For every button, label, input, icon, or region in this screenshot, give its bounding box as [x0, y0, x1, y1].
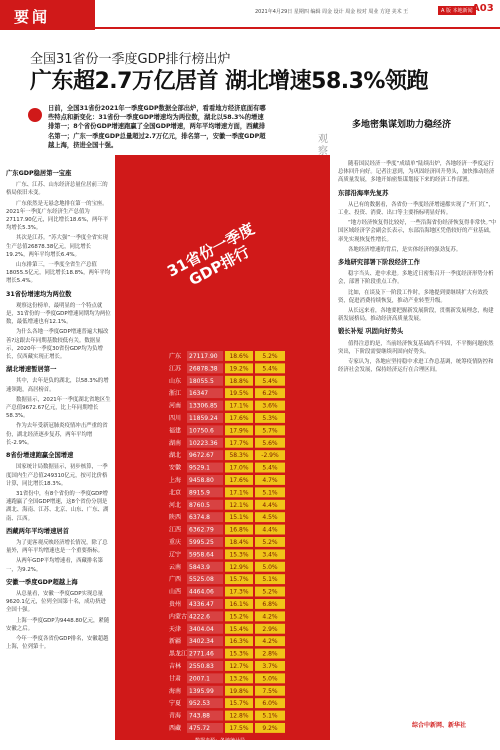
avg-growth-value: 4.4% [262, 501, 278, 509]
column-label: 观察 [318, 134, 328, 157]
right-paragraph: 从长远来看，各地要把握新发展阶段，贯彻新发展理念，构建新发展格局，推动经济高质量发展。 [338, 308, 494, 323]
province-label: 四川 [169, 415, 182, 422]
province-label: 重庆 [169, 539, 182, 546]
article-lede: 日前，全国31省份2021年一季度GDP数据全部出炉，看看地方经济底面有哪些特点和新变化：31省份一季度GDP增速均为两位数，湖北以58.3%的增速排第一；8个省份GDP增速跑赢了全国GDP增速，两年平均增速方面，西藏排名第一；广东一季度GDP总量超过2.7万亿元，排名第一，安徽一季度GDP超越上海，挤进全国十强。 [48, 105, 266, 149]
gdp-value: 2007.1 [189, 675, 210, 683]
avg-growth-value: 5.0% [262, 675, 278, 683]
right-paragraph: 随着国民经济一季度“成绩单”陆续出炉，各地经济一季度运行总体回升向好。记者注意到，为巩固经济回升势头，加快推动经济高质量发展，多地开始密集谋划接下来的经济工作部署。 [338, 161, 495, 184]
page-number: A03 [472, 3, 494, 14]
growth-value: 15.2% [229, 613, 249, 621]
avg-growth-value: 3.4% [262, 551, 278, 559]
gdp-value: 4222.6 [189, 613, 210, 621]
growth-value: 12.8% [229, 712, 249, 720]
right-paragraph: 比如，在谈及下一阶段工作时，多地提到要继续扩大有效投资，促进消费持续恢复，推动产业转型升级。 [338, 289, 489, 304]
right-column-title: 多地密集谋划助力稳经济 [352, 120, 452, 130]
avg-growth-value: 6.2% [262, 390, 278, 398]
left-paragraph: 今年一季度各省份GDP排名，安徽超越上海，位列第十。 [6, 635, 109, 651]
avg-growth-value: 2.9% [262, 625, 278, 633]
left-paragraph: 国家统计局数据显示，初步核算，一季度国内生产总值249310亿元，按可比价格计算，同比增长18.3%。 [6, 464, 108, 487]
growth-value: 19.2% [229, 365, 249, 373]
growth-value: 12.9% [229, 563, 249, 571]
province-label: 广西 [169, 576, 182, 584]
gdp-value: 11859.24 [189, 415, 218, 422]
avg-growth-value: 2.8% [262, 650, 278, 658]
province-label: 贵州 [169, 601, 182, 608]
section-tab: 要闻 [0, 0, 95, 30]
province-label: 湖北 [169, 452, 182, 460]
gdp-value: 18055.5 [189, 377, 214, 385]
left-paragraph: 为了更客观反映经济增长情况，除了总量外，两年平均增速也是一个重要指标。 [6, 539, 108, 555]
avg-growth-value: 5.2% [262, 353, 278, 360]
province-label: 浙江 [169, 390, 182, 398]
province-label: 河南 [169, 402, 182, 410]
gdp-value: 3404.04 [189, 625, 214, 633]
gdp-value: 10223.36 [189, 439, 218, 447]
gdp-value: 3402.34 [189, 638, 214, 646]
avg-growth-value: 4.2% [262, 638, 278, 646]
gdp-value: 743.88 [189, 712, 210, 720]
avg-growth-value: 5.1% [262, 576, 278, 584]
masthead [0, 0, 500, 30]
province-label: 山东 [169, 377, 182, 385]
edition-badge: A 版 本地新闻 [438, 6, 476, 15]
province-label: 西藏 [169, 725, 182, 732]
avg-growth-value: 4.2% [262, 613, 278, 621]
gdp-value: 9529.1 [189, 464, 210, 472]
avg-growth-value: 5.4% [262, 377, 278, 385]
growth-value: 16.3% [229, 638, 249, 646]
growth-value: 12.1% [229, 501, 249, 509]
province-label: 河北 [169, 501, 182, 509]
growth-value: 17.1% [229, 489, 249, 497]
growth-value: 17.3% [229, 588, 249, 596]
province-label: 甘肃 [169, 675, 182, 683]
left-subheading: 31省份增速均为两位数 [6, 290, 72, 298]
avg-growth-value: 5.1% [262, 489, 278, 497]
right-paragraph: “地方经济恢复得比较好，一些沿海省份经济恢复得非常快。”中国区域经济学会副会长表示，东部沿海地区凭借较好的产业基础，率先实现恢复性增长。 [338, 220, 497, 243]
right-subheading: 锻长补短 巩固向好势头 [338, 328, 404, 336]
left-paragraph: 为什么各地一季度GDP增速普遍大幅改善?这跟去年同期基数较低有关。数据显示，2020年一季度30省份GDP均为负增长，仅西藏实现正增长。 [6, 329, 109, 361]
avg-growth-value: 5.3% [262, 415, 278, 422]
growth-value: 18.4% [229, 539, 249, 546]
gdp-value: 5995.25 [189, 539, 214, 546]
left-column [6, 165, 111, 740]
avg-growth-value: 5.0% [262, 563, 278, 571]
gdp-value: 475.72 [189, 725, 210, 732]
avg-growth-value: 5.2% [262, 588, 278, 596]
gdp-value: 9672.67 [189, 452, 214, 460]
chart-source-note: 数据来源：各地统计局 [195, 738, 246, 744]
avg-growth-value: 5.7% [262, 427, 278, 435]
lede-dot-icon [28, 108, 42, 122]
avg-growth-value: 5.6% [262, 439, 278, 447]
province-label: 海南 [169, 687, 182, 695]
gdp-value: 4336.47 [189, 601, 214, 608]
byline: 综合中新网、新华社 [412, 722, 467, 729]
province-label: 云南 [169, 563, 182, 571]
right-subheading: 多地研究部署下阶段经济工作 [338, 259, 420, 267]
gdp-value: 6362.79 [189, 526, 214, 534]
growth-value: 19.8% [229, 687, 249, 695]
province-label: 陕西 [169, 514, 182, 522]
left-paragraph: 作为去年受新冠肺炎疫情冲击严重的省份，湖北经济逐步复苏，两年平均增长-2.9%。 [6, 423, 108, 446]
left-paragraph: 31省份中，有8个省份的一季度GDP增速跑赢了全国GDP增速，这8个省份分别是湖北、海南、江苏、北京、山东、广东、湖南、江西。 [6, 490, 109, 522]
left-paragraph: 从总量看，安徽一季度GDP实现总量9620.1亿元，位列全国第十名，成功挤进全国十强。 [6, 590, 106, 614]
article-headline: 广东超2.7万亿居首 湖北增速58.3%领跑 [30, 69, 428, 94]
province-label: 江西 [169, 526, 182, 534]
province-label: 上海 [169, 477, 182, 484]
gdp-value: 10750.6 [189, 427, 214, 435]
province-label: 吉林 [169, 663, 182, 670]
province-label: 江苏 [169, 365, 182, 373]
gdp-value: 2771.46 [189, 650, 214, 658]
growth-value: 18.8% [229, 377, 249, 385]
avg-growth-value: 6.8% [262, 601, 278, 608]
province-label: 广东 [169, 353, 182, 360]
left-paragraph: 从两年GDP平均增速看，西藏排名第一，为9.2%。 [6, 558, 104, 573]
left-paragraph: 其次是江苏。“苏大强”一季度全省实现生产总值26878.38亿元，同比增长19.2%，两年平均增长6.4%。 [6, 235, 108, 258]
gdp-value: 27117.90 [189, 353, 218, 360]
gdp-value: 13306.85 [189, 402, 218, 410]
province-label: 宁夏 [169, 700, 182, 708]
avg-growth-value: 4.7% [262, 477, 278, 484]
province-label: 福建 [169, 427, 182, 435]
right-paragraph: 专家认为，各地应坚持稳中求进工作总基调，统筹疫情防控和经济社会发展，保持经济运行在合理区间。 [338, 359, 494, 374]
gdp-value: 1395.99 [189, 687, 214, 695]
growth-value: 17.6% [229, 477, 249, 484]
avg-growth-value: -2.9% [261, 452, 279, 460]
gdp-value: 5525.08 [189, 576, 214, 584]
right-column [338, 160, 498, 740]
growth-value: 17.9% [229, 427, 249, 435]
left-paragraph: 广东、江苏、山东经济总量位居前三的格局依旧未变。 [6, 182, 108, 197]
left-subheading: 西藏两年平均增速居首 [6, 527, 69, 535]
gdp-value: 952.53 [189, 700, 210, 708]
gdp-value: 8915.9 [189, 489, 210, 497]
avg-growth-value: 9.2% [262, 725, 278, 732]
province-label: 湖南 [169, 439, 182, 447]
province-label: 黑龙江 [169, 650, 188, 658]
right-subheading: 东部沿海率先复苏 [338, 189, 389, 197]
avg-growth-value: 3.7% [262, 663, 278, 670]
article-subhead: 全国31省份一季度GDP排行榜出炉 [30, 52, 231, 67]
right-paragraph: 各地经济增速的背后，是实体经济的强劲复苏。 [348, 246, 462, 253]
left-paragraph: 其中，去年是负的湖北，以58.3%的增速领跑，高居榜首。 [6, 378, 109, 393]
gdp-value: 2550.83 [189, 663, 214, 670]
gdp-value: 8760.5 [189, 501, 210, 509]
left-subheading: 广东GDP稳居第一宝座 [6, 170, 72, 177]
avg-growth-value: 4.4% [262, 526, 278, 534]
dateline: 2021年4月29日 星期四 编辑 周金 设计 周金 校对 周业 方迎 美术 王 [255, 9, 409, 15]
left-paragraph: 山东排第三，一季度全省生产总值18055.5亿元，同比增长18.8%，两年平均增长5.4%。 [6, 262, 111, 285]
province-label: 青海 [169, 712, 182, 720]
province-label: 安徽 [169, 464, 182, 472]
growth-value: 15.1% [229, 514, 249, 522]
avg-growth-value: 4.5% [262, 514, 278, 522]
province-label: 辽宁 [169, 551, 182, 559]
province-label: 北京 [169, 489, 182, 497]
avg-growth-value: 7.5% [262, 687, 278, 695]
growth-value: 19.5% [229, 390, 249, 398]
growth-value: 17.5% [229, 725, 249, 732]
growth-value: 18.6% [229, 353, 249, 360]
growth-value: 13.2% [229, 675, 249, 683]
left-subheading: 8省份增速跑赢全国增速 [6, 452, 74, 460]
growth-value: 12.7% [229, 663, 249, 670]
growth-value: 15.7% [229, 576, 249, 584]
growth-value: 17.7% [229, 439, 249, 447]
avg-growth-value: 5.2% [262, 539, 278, 546]
left-paragraph: 数据显示，2021年一季度湖北省地区生产总值9672.67亿元，比上年同期增长58.3%。 [6, 396, 111, 420]
left-paragraph: 广东依然是无悬念地排在第一的宝座。2021年一季度广东经济生产总值为27117.90亿元，同比增长18.6%，两年平均增长5.3%。 [6, 200, 109, 232]
chart-title: 31省份一季度GDP排行 [164, 219, 258, 290]
growth-value: 15.4% [229, 625, 249, 633]
gdp-value: 5958.64 [189, 551, 214, 559]
gdp-value: 16347 [189, 390, 209, 398]
growth-value: 15.3% [229, 650, 249, 658]
gdp-value: 26878.38 [189, 365, 218, 373]
growth-value: 16.8% [229, 526, 249, 534]
avg-growth-value: 3.6% [262, 402, 278, 410]
gdp-value: 6374.8 [189, 514, 210, 522]
gdp-value: 5843.9 [189, 563, 210, 571]
avg-growth-value: 5.4% [262, 464, 278, 472]
right-paragraph: 从已有的数据看，各省份一季度经济增速都实现了“开门红”，工业、投资、消费、出口等主要指标明显好转。 [338, 201, 494, 217]
growth-value: 17.6% [229, 415, 249, 422]
growth-value: 15.3% [229, 551, 249, 559]
left-paragraph: 上海一季度GDP为9448.80亿元，紧随安徽之后。 [6, 617, 110, 632]
avg-growth-value: 5.1% [262, 712, 278, 720]
province-label: 山西 [169, 588, 182, 596]
province-label: 新疆 [169, 638, 182, 646]
province-label: 天津 [169, 625, 182, 633]
avg-growth-value: 5.4% [262, 365, 278, 373]
growth-value: 16.1% [229, 601, 249, 608]
gdp-value: 4464.06 [189, 588, 214, 596]
right-paragraph: 稳字当头、进中求进。多地近日密集召开一季度经济形势分析会，部署下阶段重点工作。 [338, 271, 494, 286]
gdp-value: 9458.80 [189, 477, 214, 484]
left-subheading: 安徽一季度GDP超越上海 [6, 578, 78, 586]
avg-growth-value: 6.0% [262, 700, 278, 708]
growth-value: 17.0% [229, 464, 249, 472]
growth-value: 58.3% [229, 452, 249, 460]
left-subheading: 湖北增速暂居第一 [6, 366, 57, 374]
left-paragraph: 观察这份榜单，最明显的一个特点就是，31省份的一季度GDP增速同期均为两位数，最低增速也有12.1%。 [6, 302, 111, 326]
masthead-rule [95, 27, 500, 29]
right-paragraph: 值得注意的是，当前经济恢复基础尚不牢固，不平衡问题依然突出，下阶段需要继续巩固向好势头。 [338, 340, 494, 355]
growth-value: 15.7% [229, 700, 249, 708]
province-label: 内蒙古 [169, 613, 188, 621]
growth-value: 17.1% [229, 402, 249, 410]
